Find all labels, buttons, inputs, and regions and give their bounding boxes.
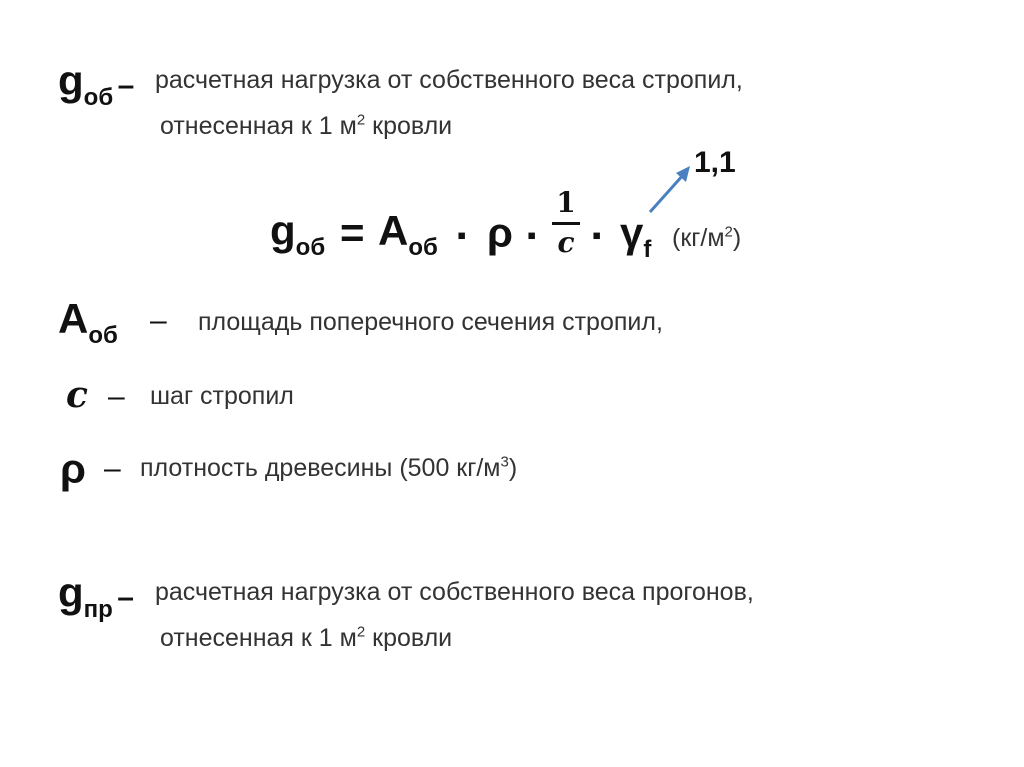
g-ob-definition — [58, 57, 135, 111]
g-ob-line2-pre: отнесенная к 1 м — [160, 112, 357, 140]
c-symbol: c — [66, 374, 88, 416]
g-pr-text-line2 — [160, 624, 452, 653]
g-ob-text-line2 — [160, 112, 452, 141]
g-ob-line2-sup: 2 — [356, 111, 366, 129]
formula-gamma-symbol: γ — [620, 209, 644, 256]
g-pr-dash: – — [117, 581, 134, 614]
units-post: ) — [732, 224, 742, 252]
rho-symbol: ρ — [60, 445, 86, 492]
fraction-denominator: c — [557, 226, 575, 259]
g-pr-text-line1: расчетная нагрузка от собственного веса прогонов, — [155, 578, 754, 606]
g-pr-subscript: пр — [83, 596, 113, 623]
g-ob-dash: – — [117, 69, 135, 102]
formula-a-symbol: А — [378, 207, 409, 254]
g-ob-line2-post: кровли — [365, 112, 453, 140]
a-ob-subscript: об — [88, 322, 118, 349]
formula-g-symbol: g — [270, 207, 296, 254]
fraction-bar — [552, 222, 580, 225]
rho-text-pre: плотность древесины (500 кг/м — [140, 454, 501, 482]
formula-a-subscript: об — [408, 234, 438, 261]
formula-gamma-subscript: f — [643, 236, 652, 263]
g-pr-line2-sup: 2 — [356, 623, 366, 641]
a-ob-text: площадь поперечного сечения стропил, — [198, 308, 663, 336]
g-ob-symbol: g — [58, 57, 84, 104]
units-sup: 2 — [724, 223, 733, 241]
formula-dot-1: ▪ — [457, 220, 467, 250]
rho-text-sup: 3 — [500, 453, 509, 471]
a-ob-definition — [58, 295, 118, 349]
formula-dot-3: ▪ — [592, 220, 602, 250]
formula-units — [672, 224, 741, 253]
arrow-icon — [640, 160, 700, 220]
formula-gamma — [620, 209, 652, 263]
gamma-value: 1,1 — [694, 146, 736, 179]
rho-dash: – — [104, 452, 121, 485]
formula-equals: = — [340, 209, 365, 256]
units-pre: (кг/м — [672, 224, 725, 252]
formula-fraction — [552, 188, 580, 257]
formula-rho: ρ — [487, 209, 513, 256]
g-ob-text-line1: расчетная нагрузка от собственного веса стропил, — [155, 66, 743, 94]
formula-lhs — [270, 207, 326, 261]
a-ob-dash: – — [150, 304, 167, 337]
g-pr-definition — [58, 569, 134, 623]
rho-text — [140, 454, 517, 483]
g-ob-subscript: об — [83, 84, 114, 111]
c-text: шаг стропил — [150, 382, 294, 410]
g-pr-line2-pre: отнесенная к 1 м — [160, 624, 357, 652]
fraction-numerator: 1 — [556, 186, 576, 219]
formula-dot-2: ▪ — [527, 220, 537, 250]
formula-a — [378, 207, 438, 261]
g-pr-line2-post: кровли — [365, 624, 453, 652]
formula-g-subscript: об — [295, 234, 326, 261]
rho-text-post: ) — [508, 454, 518, 482]
g-pr-symbol: g — [58, 569, 84, 616]
a-ob-symbol: А — [58, 295, 89, 342]
c-dash: – — [108, 380, 125, 413]
